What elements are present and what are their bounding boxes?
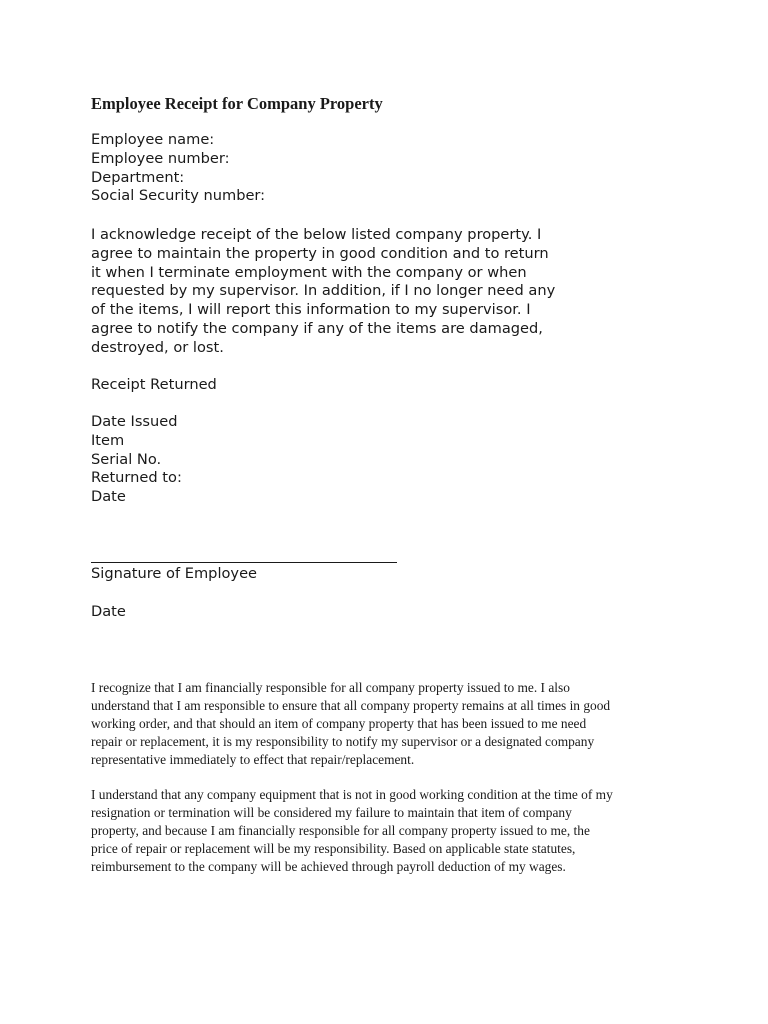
signature-of-employee-label: Signature of Employee [91, 565, 258, 582]
acknowledgement-line: I acknowledge receipt of the below listed company property. I [91, 226, 542, 243]
acknowledgement-line: of the items, I will report this information to my supervisor. I [91, 301, 531, 319]
acknowledgement-line: it when I terminate employment with the company or when [91, 263, 527, 281]
paragraph-line: working order, and that should an item of company property that has been issued to me need [91, 715, 587, 731]
paragraph-line: representative immediately to effect that repair/replacement. [91, 751, 415, 767]
return-date-label: Date [91, 488, 126, 506]
acknowledgement-line: agree to maintain the property in good condition and to return [91, 244, 549, 262]
acknowledgement-line: requested by my supervisor. In addition, if I no longer need any [91, 282, 556, 300]
social-security-number-label: Social Security number: [91, 187, 266, 205]
paragraph-line: price of repair or replacement will be my responsibility. Based on applicable state statutes, [91, 840, 576, 856]
item-label: Item [91, 431, 125, 449]
paragraph-line: resignation or termination will be considered my failure to maintain that item of company [91, 804, 572, 820]
paragraph-line: I understand that any company equipment that is not in good working condition at the time of my [91, 787, 613, 802]
item-fields [91, 413, 182, 507]
acknowledgement-paragraph [91, 226, 555, 358]
paragraph-line: understand that I am responsible to ensure that all company property remains at all times in good [91, 697, 611, 713]
signature-line [91, 562, 397, 563]
employee-info-fields [91, 131, 265, 206]
paragraph-line: reimbursement to the company will be achieved through payroll deduction of my wages. [91, 858, 566, 874]
serial-number-label: Serial No. [91, 450, 162, 468]
receipt-returned-heading: Receipt Returned [91, 376, 217, 393]
returned-to-label: Returned to: [91, 469, 182, 487]
paragraph-line: I recognize that I am financially responsible for all company property issued to me. I also [91, 680, 570, 695]
employee-number-label: Employee number: [91, 149, 230, 167]
financial-responsibility-paragraph [91, 679, 610, 769]
paragraph-line: property, and because I am financially responsible for all company property issued to me, the [91, 822, 590, 838]
department-label: Department: [91, 168, 185, 186]
signature-date-label: Date [91, 603, 126, 620]
date-issued-label: Date Issued [91, 413, 178, 430]
document-title: Employee Receipt for Company Property [91, 94, 383, 113]
employee-name-label: Employee name: [91, 131, 215, 148]
acknowledgement-line: agree to notify the company if any of the items are damaged, [91, 319, 543, 337]
acknowledgement-line: destroyed, or lost. [91, 338, 224, 356]
paragraph-line: repair or replacement, it is my responsibility to notify my supervisor or a designated company [91, 733, 595, 749]
equipment-condition-paragraph [91, 786, 613, 876]
